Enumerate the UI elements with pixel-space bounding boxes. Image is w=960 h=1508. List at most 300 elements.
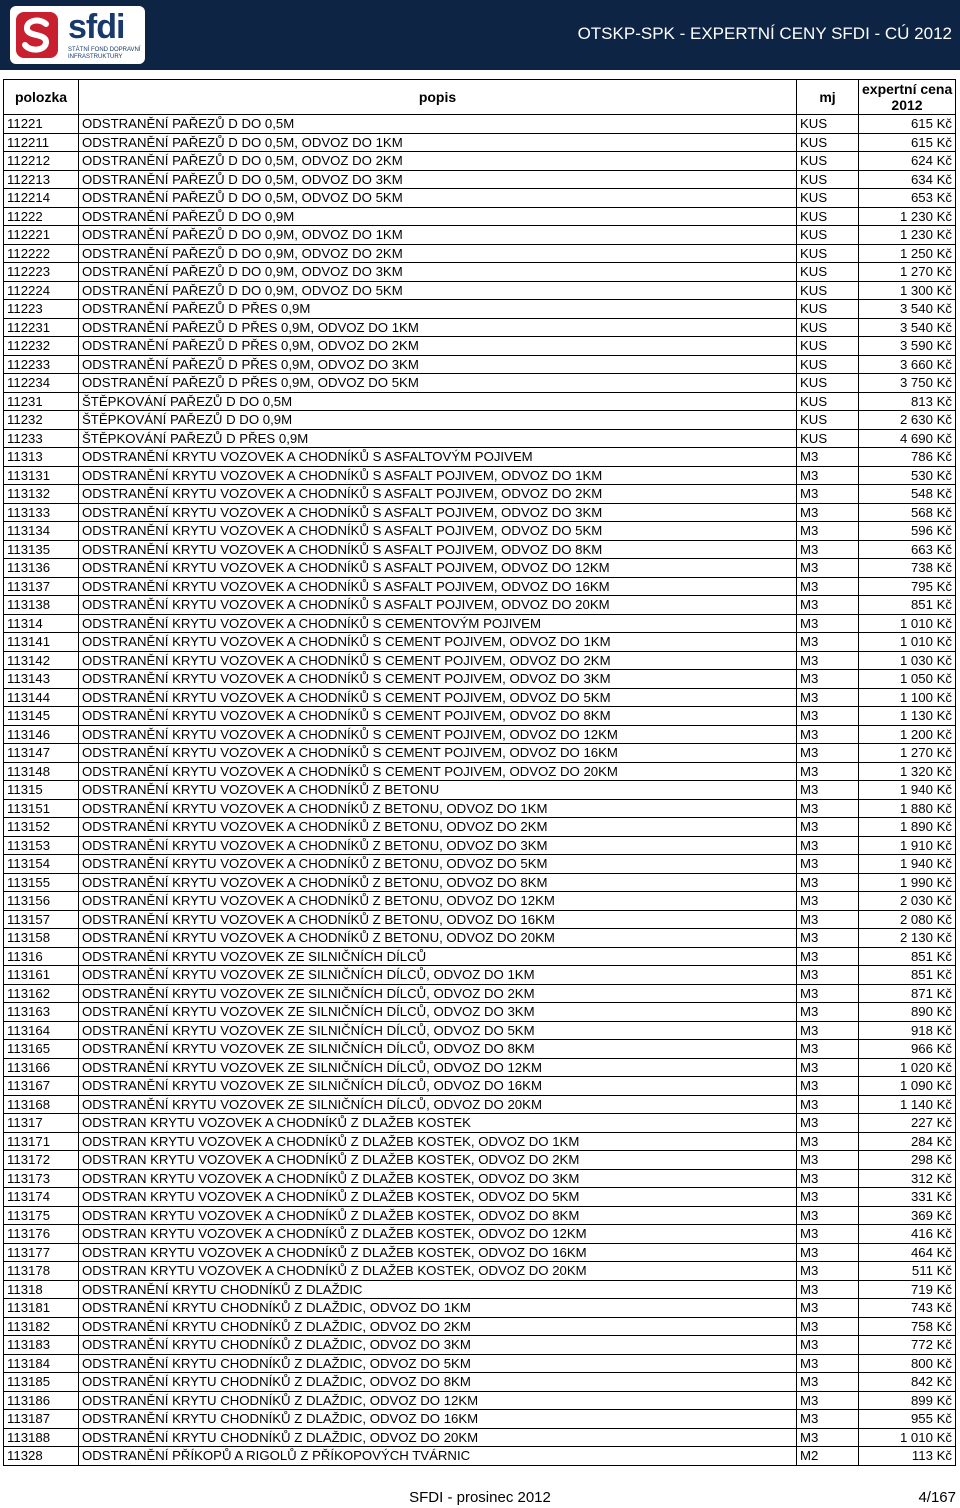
cell-unit: KUS bbox=[797, 207, 859, 226]
price-table bbox=[3, 79, 956, 1466]
cell-description: ODSTRANĚNÍ KRYTU CHODNÍKŮ Z DLAŽDIC, ODVOZ DO 20KM bbox=[79, 1428, 797, 1447]
cell-unit: M3 bbox=[797, 781, 859, 800]
table-row bbox=[4, 947, 956, 966]
cell-code: 113163 bbox=[4, 1003, 79, 1022]
table-row bbox=[4, 1391, 956, 1410]
cell-code: 11223 bbox=[4, 300, 79, 319]
cell-price: 2 130 Kč bbox=[859, 929, 956, 948]
cell-unit: KUS bbox=[797, 300, 859, 319]
table-row bbox=[4, 577, 956, 596]
cell-price: 331 Kč bbox=[859, 1188, 956, 1207]
table-row bbox=[4, 1410, 956, 1429]
cell-description: ODSTRANĚNÍ KRYTU VOZOVEK A CHODNÍKŮ S ASFALT POJIVEM, ODVOZ DO 8KM bbox=[79, 540, 797, 559]
table-row bbox=[4, 1299, 956, 1318]
cell-code: 11231 bbox=[4, 392, 79, 411]
cell-price: 743 Kč bbox=[859, 1299, 956, 1318]
cell-price: 871 Kč bbox=[859, 984, 956, 1003]
table-row bbox=[4, 318, 956, 337]
cell-unit: M3 bbox=[797, 1206, 859, 1225]
cell-description: ODSTRANĚNÍ KRYTU VOZOVEK A CHODNÍKŮ S CEMENT POJIVEM, ODVOZ DO 1KM bbox=[79, 633, 797, 652]
cell-unit: M3 bbox=[797, 485, 859, 504]
cell-unit: M3 bbox=[797, 725, 859, 744]
table-row bbox=[4, 670, 956, 689]
cell-description: ODSTRANĚNÍ KRYTU VOZOVEK A CHODNÍKŮ Z BETONU bbox=[79, 781, 797, 800]
cell-code: 113137 bbox=[4, 577, 79, 596]
cell-unit: M3 bbox=[797, 651, 859, 670]
cell-code: 113175 bbox=[4, 1206, 79, 1225]
cell-description: ODSTRANĚNÍ PAŘEZŮ D DO 0,5M bbox=[79, 115, 797, 134]
table-row bbox=[4, 1225, 956, 1244]
cell-unit: M3 bbox=[797, 947, 859, 966]
table-row bbox=[4, 929, 956, 948]
table-row bbox=[4, 984, 956, 1003]
cell-description: ODSTRANĚNÍ KRYTU VOZOVEK A CHODNÍKŮ S CEMENTOVÝM POJIVEM bbox=[79, 614, 797, 633]
cell-price: 548 Kč bbox=[859, 485, 956, 504]
cell-unit: KUS bbox=[797, 337, 859, 356]
cell-unit: M3 bbox=[797, 522, 859, 541]
cell-code: 113146 bbox=[4, 725, 79, 744]
cell-description: ODSTRANĚNÍ KRYTU VOZOVEK A CHODNÍKŮ S ASFALT POJIVEM, ODVOZ DO 16KM bbox=[79, 577, 797, 596]
cell-price: 3 540 Kč bbox=[859, 300, 956, 319]
cell-unit: M3 bbox=[797, 448, 859, 467]
cell-unit: KUS bbox=[797, 429, 859, 448]
cell-price: 369 Kč bbox=[859, 1206, 956, 1225]
cell-description: ODSTRANĚNÍ KRYTU VOZOVEK A CHODNÍKŮ S CEMENT POJIVEM, ODVOZ DO 12KM bbox=[79, 725, 797, 744]
cell-code: 113178 bbox=[4, 1262, 79, 1281]
cell-unit: M3 bbox=[797, 633, 859, 652]
cell-unit: M3 bbox=[797, 855, 859, 874]
cell-price: 1 090 Kč bbox=[859, 1077, 956, 1096]
cell-code: 112221 bbox=[4, 226, 79, 245]
cell-unit: KUS bbox=[797, 133, 859, 152]
cell-price: 1 130 Kč bbox=[859, 707, 956, 726]
cell-description: ODSTRANĚNÍ PAŘEZŮ D DO 0,9M, ODVOZ DO 5KM bbox=[79, 281, 797, 300]
cell-description: ODSTRANĚNÍ KRYTU VOZOVEK A CHODNÍKŮ S ASFALT POJIVEM, ODVOZ DO 2KM bbox=[79, 485, 797, 504]
cell-price: 890 Kč bbox=[859, 1003, 956, 1022]
cell-unit: M3 bbox=[797, 984, 859, 1003]
cell-description: ODSTRAN KRYTU VOZOVEK A CHODNÍKŮ Z DLAŽEB KOSTEK, ODVOZ DO 3KM bbox=[79, 1169, 797, 1188]
cell-description: ODSTRANĚNÍ KRYTU VOZOVEK A CHODNÍKŮ S CEMENT POJIVEM, ODVOZ DO 2KM bbox=[79, 651, 797, 670]
cell-code: 113145 bbox=[4, 707, 79, 726]
cell-description: ODSTRANĚNÍ KRYTU VOZOVEK ZE SILNIČNÍCH DÍLCŮ, ODVOZ DO 3KM bbox=[79, 1003, 797, 1022]
cell-price: 4 690 Kč bbox=[859, 429, 956, 448]
table-row bbox=[4, 522, 956, 541]
cell-code: 113187 bbox=[4, 1410, 79, 1429]
table-row bbox=[4, 818, 956, 837]
table-row bbox=[4, 1317, 956, 1336]
cell-code: 113153 bbox=[4, 836, 79, 855]
cell-description: ODSTRANĚNÍ KRYTU CHODNÍKŮ Z DLAŽDIC, ODVOZ DO 12KM bbox=[79, 1391, 797, 1410]
footer-text: SFDI - prosinec 2012 bbox=[409, 1489, 551, 1506]
cell-code: 113188 bbox=[4, 1428, 79, 1447]
cell-description: ODSTRAN KRYTU VOZOVEK A CHODNÍKŮ Z DLAŽEB KOSTEK bbox=[79, 1114, 797, 1133]
cell-code: 113177 bbox=[4, 1243, 79, 1262]
cell-unit: M3 bbox=[797, 744, 859, 763]
cell-price: 813 Kč bbox=[859, 392, 956, 411]
table-row bbox=[4, 1428, 956, 1447]
cell-description: ODSTRANĚNÍ KRYTU VOZOVEK A CHODNÍKŮ S CEMENT POJIVEM, ODVOZ DO 16KM bbox=[79, 744, 797, 763]
cell-unit: M2 bbox=[797, 1447, 859, 1466]
cell-code: 113134 bbox=[4, 522, 79, 541]
cell-unit: M3 bbox=[797, 1354, 859, 1373]
cell-description: ODSTRANĚNÍ KRYTU VOZOVEK A CHODNÍKŮ S CEMENT POJIVEM, ODVOZ DO 5KM bbox=[79, 688, 797, 707]
cell-description: ODSTRANĚNÍ KRYTU VOZOVEK A CHODNÍKŮ S CEMENT POJIVEM, ODVOZ DO 8KM bbox=[79, 707, 797, 726]
cell-code: 113166 bbox=[4, 1058, 79, 1077]
cell-unit: KUS bbox=[797, 152, 859, 171]
table-row bbox=[4, 966, 956, 985]
table-row bbox=[4, 1077, 956, 1096]
cell-unit: M3 bbox=[797, 836, 859, 855]
cell-price: 511 Kč bbox=[859, 1262, 956, 1281]
cell-unit: M3 bbox=[797, 910, 859, 929]
column-header-popis: popis bbox=[79, 80, 797, 115]
cell-price: 284 Kč bbox=[859, 1132, 956, 1151]
table-row bbox=[4, 540, 956, 559]
cell-price: 1 010 Kč bbox=[859, 614, 956, 633]
cell-price: 795 Kč bbox=[859, 577, 956, 596]
cell-price: 1 230 Kč bbox=[859, 226, 956, 245]
table-row bbox=[4, 651, 956, 670]
cell-unit: KUS bbox=[797, 189, 859, 208]
cell-code: 113173 bbox=[4, 1169, 79, 1188]
cell-code: 11316 bbox=[4, 947, 79, 966]
cell-description: ODSTRANĚNÍ KRYTU VOZOVEK A CHODNÍKŮ Z BETONU, ODVOZ DO 5KM bbox=[79, 855, 797, 874]
table-row bbox=[4, 799, 956, 818]
cell-unit: M3 bbox=[797, 1299, 859, 1318]
cell-unit: M3 bbox=[797, 1262, 859, 1281]
table-header-row bbox=[4, 80, 956, 115]
cell-price: 1 030 Kč bbox=[859, 651, 956, 670]
cell-code: 11317 bbox=[4, 1114, 79, 1133]
cell-code: 113174 bbox=[4, 1188, 79, 1207]
cell-price: 1 140 Kč bbox=[859, 1095, 956, 1114]
cell-code: 112211 bbox=[4, 133, 79, 152]
column-header-price bbox=[859, 80, 956, 115]
cell-price: 1 200 Kč bbox=[859, 725, 956, 744]
cell-description: ODSTRANĚNÍ PAŘEZŮ D DO 0,9M, ODVOZ DO 1KM bbox=[79, 226, 797, 245]
cell-unit: M3 bbox=[797, 1280, 859, 1299]
table-row bbox=[4, 596, 956, 615]
cell-description: ODSTRAN KRYTU VOZOVEK A CHODNÍKŮ Z DLAŽEB KOSTEK, ODVOZ DO 20KM bbox=[79, 1262, 797, 1281]
cell-code: 11315 bbox=[4, 781, 79, 800]
table-row bbox=[4, 707, 956, 726]
cell-code: 113172 bbox=[4, 1151, 79, 1170]
cell-code: 113148 bbox=[4, 762, 79, 781]
cell-unit: M3 bbox=[797, 466, 859, 485]
cell-price: 2 080 Kč bbox=[859, 910, 956, 929]
cell-code: 112233 bbox=[4, 355, 79, 374]
cell-code: 113165 bbox=[4, 1040, 79, 1059]
cell-description: ODSTRANĚNÍ KRYTU VOZOVEK A CHODNÍKŮ Z BETONU, ODVOZ DO 8KM bbox=[79, 873, 797, 892]
cell-price: 1 010 Kč bbox=[859, 1428, 956, 1447]
cell-price: 312 Kč bbox=[859, 1169, 956, 1188]
table-row bbox=[4, 781, 956, 800]
cell-price: 615 Kč bbox=[859, 133, 956, 152]
table-row bbox=[4, 725, 956, 744]
cell-description: ODSTRANĚNÍ KRYTU VOZOVEK A CHODNÍKŮ S ASFALT POJIVEM, ODVOZ DO 5KM bbox=[79, 522, 797, 541]
cell-description: ODSTRANĚNÍ KRYTU VOZOVEK ZE SILNIČNÍCH DÍLCŮ, ODVOZ DO 12KM bbox=[79, 1058, 797, 1077]
cell-unit: M3 bbox=[797, 1317, 859, 1336]
cell-price: 1 940 Kč bbox=[859, 781, 956, 800]
cell-description: ODSTRANĚNÍ KRYTU VOZOVEK A CHODNÍKŮ Z BETONU, ODVOZ DO 1KM bbox=[79, 799, 797, 818]
cell-code: 113152 bbox=[4, 818, 79, 837]
cell-unit: M3 bbox=[797, 1225, 859, 1244]
cell-code: 113162 bbox=[4, 984, 79, 1003]
table-row bbox=[4, 1188, 956, 1207]
cell-unit: M3 bbox=[797, 559, 859, 578]
cell-description: ODSTRANĚNÍ KRYTU CHODNÍKŮ Z DLAŽDIC, ODVOZ DO 16KM bbox=[79, 1410, 797, 1429]
cell-unit: KUS bbox=[797, 263, 859, 282]
cell-code: 112231 bbox=[4, 318, 79, 337]
table-row bbox=[4, 355, 956, 374]
cell-price: 899 Kč bbox=[859, 1391, 956, 1410]
cell-price: 851 Kč bbox=[859, 947, 956, 966]
cell-unit: KUS bbox=[797, 244, 859, 263]
table-row bbox=[4, 244, 956, 263]
table-row bbox=[4, 559, 956, 578]
cell-code: 112232 bbox=[4, 337, 79, 356]
cell-code: 113131 bbox=[4, 466, 79, 485]
table-row bbox=[4, 762, 956, 781]
cell-unit: M3 bbox=[797, 929, 859, 948]
cell-price: 1 270 Kč bbox=[859, 744, 956, 763]
logo-text: sfdi bbox=[68, 8, 125, 46]
cell-description: ODSTRANĚNÍ KRYTU VOZOVEK A CHODNÍKŮ S ASFALT POJIVEM, ODVOZ DO 3KM bbox=[79, 503, 797, 522]
cell-unit: M3 bbox=[797, 577, 859, 596]
cell-description: ODSTRANĚNÍ PAŘEZŮ D DO 0,5M, ODVOZ DO 3KM bbox=[79, 170, 797, 189]
table-row bbox=[4, 910, 956, 929]
cell-price: 1 910 Kč bbox=[859, 836, 956, 855]
table-row bbox=[4, 263, 956, 282]
cell-code: 113156 bbox=[4, 892, 79, 911]
cell-price: 624 Kč bbox=[859, 152, 956, 171]
price-header-label: expertní cena bbox=[862, 81, 953, 97]
cell-code: 113161 bbox=[4, 966, 79, 985]
cell-code: 11328 bbox=[4, 1447, 79, 1466]
cell-price: 800 Kč bbox=[859, 1354, 956, 1373]
table-row bbox=[4, 855, 956, 874]
table-row bbox=[4, 1447, 956, 1466]
cell-code: 113144 bbox=[4, 688, 79, 707]
cell-description: ODSTRAN KRYTU VOZOVEK A CHODNÍKŮ Z DLAŽEB KOSTEK, ODVOZ DO 12KM bbox=[79, 1225, 797, 1244]
cell-price: 3 750 Kč bbox=[859, 374, 956, 393]
cell-unit: M3 bbox=[797, 1243, 859, 1262]
cell-code: 11222 bbox=[4, 207, 79, 226]
cell-code: 113138 bbox=[4, 596, 79, 615]
cell-code: 113181 bbox=[4, 1299, 79, 1318]
cell-code: 113182 bbox=[4, 1317, 79, 1336]
cell-code: 113158 bbox=[4, 929, 79, 948]
cell-unit: M3 bbox=[797, 670, 859, 689]
cell-unit: M3 bbox=[797, 707, 859, 726]
cell-description: ODSTRANĚNÍ KRYTU VOZOVEK ZE SILNIČNÍCH DÍLCŮ, ODVOZ DO 2KM bbox=[79, 984, 797, 1003]
cell-description: ODSTRANĚNÍ KRYTU VOZOVEK A CHODNÍKŮ Z BETONU, ODVOZ DO 16KM bbox=[79, 910, 797, 929]
cell-code: 113167 bbox=[4, 1077, 79, 1096]
cell-code: 113151 bbox=[4, 799, 79, 818]
cell-description: ODSTRANĚNÍ PAŘEZŮ D PŘES 0,9M, ODVOZ DO 1KM bbox=[79, 318, 797, 337]
cell-code: 112213 bbox=[4, 170, 79, 189]
column-header-mj: mj bbox=[797, 80, 859, 115]
cell-description: ODSTRANĚNÍ PAŘEZŮ D PŘES 0,9M, ODVOZ DO 5KM bbox=[79, 374, 797, 393]
cell-price: 1 250 Kč bbox=[859, 244, 956, 263]
cell-code: 113132 bbox=[4, 485, 79, 504]
cell-code: 11232 bbox=[4, 411, 79, 430]
table-row bbox=[4, 485, 956, 504]
cell-description: ŠTĚPKOVÁNÍ PAŘEZŮ D PŘES 0,9M bbox=[79, 429, 797, 448]
table-row bbox=[4, 1040, 956, 1059]
cell-code: 11318 bbox=[4, 1280, 79, 1299]
cell-price: 416 Kč bbox=[859, 1225, 956, 1244]
table-row bbox=[4, 1262, 956, 1281]
cell-unit: M3 bbox=[797, 1003, 859, 1022]
cell-description: ODSTRANĚNÍ KRYTU CHODNÍKŮ Z DLAŽDIC, ODVOZ DO 5KM bbox=[79, 1354, 797, 1373]
cell-price: 1 890 Kč bbox=[859, 818, 956, 837]
cell-unit: M3 bbox=[797, 892, 859, 911]
cell-price: 955 Kč bbox=[859, 1410, 956, 1429]
cell-description: ODSTRANĚNÍ PŘÍKOPŮ A RIGOLŮ Z PŘÍKOPOVÝCH TVÁRNIC bbox=[79, 1447, 797, 1466]
cell-unit: M3 bbox=[797, 818, 859, 837]
cell-price: 966 Kč bbox=[859, 1040, 956, 1059]
table-row bbox=[4, 226, 956, 245]
cell-code: 112223 bbox=[4, 263, 79, 282]
cell-unit: M3 bbox=[797, 1095, 859, 1114]
cell-unit: M3 bbox=[797, 1021, 859, 1040]
cell-description: ODSTRANĚNÍ KRYTU VOZOVEK ZE SILNIČNÍCH DÍLCŮ, ODVOZ DO 5KM bbox=[79, 1021, 797, 1040]
cell-code: 112234 bbox=[4, 374, 79, 393]
cell-price: 1 320 Kč bbox=[859, 762, 956, 781]
cell-description: ODSTRANĚNÍ PAŘEZŮ D DO 0,5M, ODVOZ DO 1KM bbox=[79, 133, 797, 152]
cell-code: 112222 bbox=[4, 244, 79, 263]
cell-code: 11221 bbox=[4, 115, 79, 134]
cell-code: 113176 bbox=[4, 1225, 79, 1244]
table-body bbox=[4, 115, 956, 1466]
table-row bbox=[4, 207, 956, 226]
cell-description: ODSTRANĚNÍ PAŘEZŮ D PŘES 0,9M, ODVOZ DO 3KM bbox=[79, 355, 797, 374]
table-row bbox=[4, 1373, 956, 1392]
cell-code: 112212 bbox=[4, 152, 79, 171]
cell-price: 918 Kč bbox=[859, 1021, 956, 1040]
table-row bbox=[4, 1114, 956, 1133]
cell-unit: KUS bbox=[797, 170, 859, 189]
cell-description: ODSTRANĚNÍ KRYTU VOZOVEK A CHODNÍKŮ S ASFALT POJIVEM, ODVOZ DO 12KM bbox=[79, 559, 797, 578]
cell-price: 1 230 Kč bbox=[859, 207, 956, 226]
table-row bbox=[4, 1021, 956, 1040]
cell-description: ODSTRANĚNÍ KRYTU VOZOVEK A CHODNÍKŮ Z BETONU, ODVOZ DO 12KM bbox=[79, 892, 797, 911]
cell-price: 719 Kč bbox=[859, 1280, 956, 1299]
table-row bbox=[4, 466, 956, 485]
cell-unit: M3 bbox=[797, 688, 859, 707]
cell-price: 568 Kč bbox=[859, 503, 956, 522]
cell-code: 113183 bbox=[4, 1336, 79, 1355]
cell-price: 298 Kč bbox=[859, 1151, 956, 1170]
table-row bbox=[4, 1151, 956, 1170]
cell-description: ODSTRANĚNÍ PAŘEZŮ D DO 0,9M, ODVOZ DO 3KM bbox=[79, 263, 797, 282]
cell-description: ODSTRANĚNÍ KRYTU VOZOVEK A CHODNÍKŮ S CEMENT POJIVEM, ODVOZ DO 20KM bbox=[79, 762, 797, 781]
document-title: OTSKP-SPK - EXPERTNÍ CENY SFDI - CÚ 2012 bbox=[577, 24, 952, 43]
cell-unit: M3 bbox=[797, 596, 859, 615]
cell-code: 11314 bbox=[4, 614, 79, 633]
cell-description: ODSTRANĚNÍ KRYTU VOZOVEK A CHODNÍKŮ S ASFALT POJIVEM, ODVOZ DO 1KM bbox=[79, 466, 797, 485]
table-row bbox=[4, 448, 956, 467]
cell-description: ODSTRANĚNÍ KRYTU VOZOVEK ZE SILNIČNÍCH DÍLCŮ, ODVOZ DO 1KM bbox=[79, 966, 797, 985]
cell-description: ODSTRAN KRYTU VOZOVEK A CHODNÍKŮ Z DLAŽEB KOSTEK, ODVOZ DO 2KM bbox=[79, 1151, 797, 1170]
cell-unit: M3 bbox=[797, 762, 859, 781]
cell-unit: KUS bbox=[797, 115, 859, 134]
table-row bbox=[4, 1336, 956, 1355]
cell-code: 113168 bbox=[4, 1095, 79, 1114]
cell-description: ODSTRANĚNÍ KRYTU VOZOVEK A CHODNÍKŮ Z BETONU, ODVOZ DO 2KM bbox=[79, 818, 797, 837]
cell-description: ODSTRANĚNÍ KRYTU VOZOVEK A CHODNÍKŮ Z BETONU, ODVOZ DO 3KM bbox=[79, 836, 797, 855]
cell-code: 113185 bbox=[4, 1373, 79, 1392]
cell-code: 113133 bbox=[4, 503, 79, 522]
cell-unit: KUS bbox=[797, 355, 859, 374]
cell-unit: M3 bbox=[797, 540, 859, 559]
cell-description: ODSTRANĚNÍ KRYTU VOZOVEK ZE SILNIČNÍCH DÍLCŮ bbox=[79, 947, 797, 966]
cell-price: 1 300 Kč bbox=[859, 281, 956, 300]
cell-code: 113171 bbox=[4, 1132, 79, 1151]
cell-unit: KUS bbox=[797, 411, 859, 430]
cell-unit: KUS bbox=[797, 318, 859, 337]
cell-unit: KUS bbox=[797, 226, 859, 245]
cell-price: 851 Kč bbox=[859, 966, 956, 985]
cell-price: 464 Kč bbox=[859, 1243, 956, 1262]
cell-code: 113141 bbox=[4, 633, 79, 652]
cell-description: ODSTRAN KRYTU VOZOVEK A CHODNÍKŮ Z DLAŽEB KOSTEK, ODVOZ DO 8KM bbox=[79, 1206, 797, 1225]
cell-price: 786 Kč bbox=[859, 448, 956, 467]
cell-code: 113186 bbox=[4, 1391, 79, 1410]
cell-unit: M3 bbox=[797, 503, 859, 522]
table-row bbox=[4, 1095, 956, 1114]
table-row bbox=[4, 1280, 956, 1299]
cell-price: 1 880 Kč bbox=[859, 799, 956, 818]
cell-price: 634 Kč bbox=[859, 170, 956, 189]
cell-price: 842 Kč bbox=[859, 1373, 956, 1392]
table-row bbox=[4, 170, 956, 189]
cell-description: ŠTĚPKOVÁNÍ PAŘEZŮ D DO 0,5M bbox=[79, 392, 797, 411]
cell-unit: M3 bbox=[797, 1114, 859, 1133]
table-row bbox=[4, 133, 956, 152]
table-row bbox=[4, 1132, 956, 1151]
cell-description: ODSTRANĚNÍ PAŘEZŮ D PŘES 0,9M bbox=[79, 300, 797, 319]
cell-price: 772 Kč bbox=[859, 1336, 956, 1355]
cell-description: ODSTRANĚNÍ KRYTU VOZOVEK A CHODNÍKŮ Z BETONU, ODVOZ DO 20KM bbox=[79, 929, 797, 948]
cell-price: 227 Kč bbox=[859, 1114, 956, 1133]
cell-description: ODSTRANĚNÍ PAŘEZŮ D DO 0,5M, ODVOZ DO 5KM bbox=[79, 189, 797, 208]
cell-price: 113 Kč bbox=[859, 1447, 956, 1466]
cell-description: ODSTRANĚNÍ KRYTU VOZOVEK A CHODNÍKŮ S ASFALTOVÝM POJIVEM bbox=[79, 448, 797, 467]
cell-price: 2 630 Kč bbox=[859, 411, 956, 430]
table-row bbox=[4, 429, 956, 448]
table-row bbox=[4, 1206, 956, 1225]
sfdi-logo-mark bbox=[14, 10, 60, 60]
table-row bbox=[4, 281, 956, 300]
cell-unit: M3 bbox=[797, 1373, 859, 1392]
cell-code: 113164 bbox=[4, 1021, 79, 1040]
table-row bbox=[4, 836, 956, 855]
table-row bbox=[4, 115, 956, 134]
cell-price: 758 Kč bbox=[859, 1317, 956, 1336]
table-row bbox=[4, 892, 956, 911]
cell-price: 530 Kč bbox=[859, 466, 956, 485]
cell-description: ODSTRANĚNÍ KRYTU CHODNÍKŮ Z DLAŽDIC, ODVOZ DO 1KM bbox=[79, 1299, 797, 1318]
cell-description: ODSTRANĚNÍ KRYTU CHODNÍKŮ Z DLAŽDIC, ODVOZ DO 2KM bbox=[79, 1317, 797, 1336]
cell-description: ODSTRANĚNÍ KRYTU VOZOVEK ZE SILNIČNÍCH DÍLCŮ, ODVOZ DO 8KM bbox=[79, 1040, 797, 1059]
cell-description: ODSTRANĚNÍ KRYTU VOZOVEK A CHODNÍKŮ S CEMENT POJIVEM, ODVOZ DO 3KM bbox=[79, 670, 797, 689]
cell-code: 113143 bbox=[4, 670, 79, 689]
cell-unit: M3 bbox=[797, 1040, 859, 1059]
cell-price: 1 270 Kč bbox=[859, 263, 956, 282]
cell-unit: M3 bbox=[797, 1169, 859, 1188]
